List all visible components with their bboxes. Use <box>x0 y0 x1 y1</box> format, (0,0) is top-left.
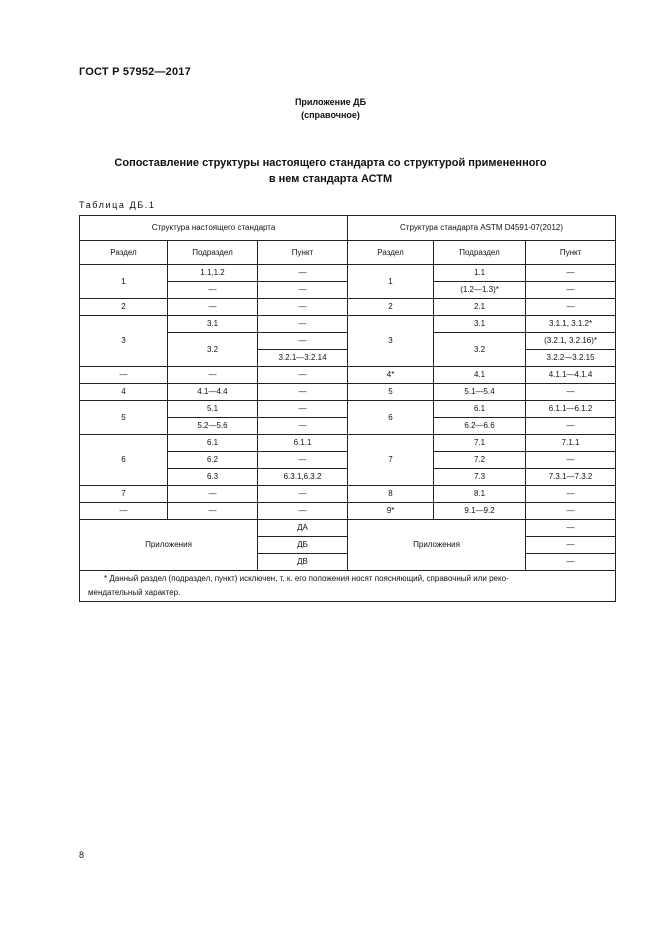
section-heading <box>0 155 661 187</box>
table-cell: 2 <box>80 299 168 316</box>
table-cell: 1 <box>348 265 434 299</box>
table-cell: 7.3 <box>434 469 526 486</box>
table-cell: 9* <box>348 503 434 520</box>
table-cell: — <box>258 418 348 435</box>
column-header: Раздел <box>348 241 434 265</box>
table-footnote <box>80 571 616 602</box>
table-cell: 3.2.2—3.2.15 <box>526 350 616 367</box>
table-cell: — <box>168 299 258 316</box>
page-number: 8 <box>79 850 85 860</box>
table-cell: — <box>526 265 616 282</box>
table-cell: — <box>258 384 348 401</box>
table-row <box>80 367 616 384</box>
appendix-title: Приложение ДБ <box>294 97 367 107</box>
table-cell: 7.1.1 <box>526 435 616 452</box>
table-cell: — <box>80 503 168 520</box>
table-cell: — <box>526 486 616 503</box>
table-row <box>80 384 616 401</box>
column-header: Пункт <box>526 241 616 265</box>
table-cell: 6 <box>348 401 434 435</box>
table-cell: — <box>526 520 616 537</box>
table-column-header-row <box>80 241 616 265</box>
table-cell: — <box>258 401 348 418</box>
comparison-table-container <box>79 215 615 602</box>
table-cell: 6.1 <box>434 401 526 418</box>
table-cell: — <box>258 333 348 350</box>
table-row <box>80 316 616 333</box>
table-cell: — <box>526 282 616 299</box>
table-cell: 6.1.1—6.1.2 <box>526 401 616 418</box>
table-cell: 2 <box>348 299 434 316</box>
table-cell: ДА <box>258 520 348 537</box>
column-header: Подраздел <box>168 241 258 265</box>
table-cell: (1.2—1.3)* <box>434 282 526 299</box>
section-heading-line2: в нем стандарта АСТМ <box>268 173 393 185</box>
column-header: Раздел <box>80 241 168 265</box>
table-cell: 5.1—5.4 <box>434 384 526 401</box>
table-cell: 8 <box>348 486 434 503</box>
table-cell: 5.2—5.6 <box>168 418 258 435</box>
column-header: Подраздел <box>434 241 526 265</box>
table-cell: 9.1—9.2 <box>434 503 526 520</box>
appendices-label-left: Приложения <box>80 520 258 571</box>
table-cell: 3.1 <box>168 316 258 333</box>
table-row <box>80 486 616 503</box>
table-cell: — <box>258 299 348 316</box>
table-footnote-row <box>80 571 616 602</box>
table-cell: 1.1 <box>434 265 526 282</box>
table-cell: 8.1 <box>434 486 526 503</box>
table-cell: 6.3.1,6.3.2 <box>258 469 348 486</box>
group-header-right: Структура стандарта ASTM D4591-07(2012) <box>348 216 616 241</box>
table-row <box>80 299 616 316</box>
table-cell: — <box>526 418 616 435</box>
appendix-heading <box>0 96 661 122</box>
table-cell: — <box>258 282 348 299</box>
appendices-label-right: Приложения <box>348 520 526 571</box>
table-cell: — <box>526 554 616 571</box>
appendix-subtitle: (справочное) <box>301 110 360 120</box>
table-cell: 3.2 <box>434 333 526 367</box>
table-cell: 3.2.1—3.2.14 <box>258 350 348 367</box>
table-cell: 6 <box>80 435 168 486</box>
footnote-line2: мендательный характер. <box>88 588 181 597</box>
table-cell: 3.1.1, 3.1.2* <box>526 316 616 333</box>
table-cell: — <box>258 452 348 469</box>
table-cell: 7 <box>348 435 434 486</box>
table-cell: — <box>258 503 348 520</box>
table-cell: — <box>526 299 616 316</box>
table-cell: — <box>526 537 616 554</box>
table-cell: 4 <box>80 384 168 401</box>
table-cell: 4.1 <box>434 367 526 384</box>
table-cell: — <box>258 486 348 503</box>
table-cell: 7.2 <box>434 452 526 469</box>
table-cell: 5 <box>80 401 168 435</box>
table-cell: 7.1 <box>434 435 526 452</box>
table-cell: 4.1—4.4 <box>168 384 258 401</box>
table-cell: 6.1 <box>168 435 258 452</box>
comparison-table <box>79 215 616 602</box>
table-cell: — <box>80 367 168 384</box>
table-cell: 3.1 <box>434 316 526 333</box>
table-cell: — <box>258 367 348 384</box>
table-cell: — <box>258 265 348 282</box>
table-cell: 2.1 <box>434 299 526 316</box>
table-row <box>80 435 616 452</box>
table-cell: — <box>526 452 616 469</box>
table-cell: — <box>168 503 258 520</box>
table-cell: 1 <box>80 265 168 299</box>
table-cell: — <box>168 367 258 384</box>
table-cell: 5 <box>348 384 434 401</box>
table-cell: 3.2 <box>168 333 258 367</box>
table-cell: — <box>258 316 348 333</box>
table-row <box>80 503 616 520</box>
footnote-line1: * Данный раздел (подраздел, пункт) исключен, т. к. его положения носят поясняющий, справочный или реко- <box>104 574 509 583</box>
table-cell: 3 <box>80 316 168 367</box>
section-heading-line1: Сопоставление структуры настоящего стандарта со структурой примененного <box>114 157 547 169</box>
table-cell: 6.2—6.6 <box>434 418 526 435</box>
table-cell: — <box>168 486 258 503</box>
table-cell: 4* <box>348 367 434 384</box>
table-row <box>80 401 616 418</box>
table-cell: 7 <box>80 486 168 503</box>
table-row-appendix <box>80 520 616 537</box>
table-cell: (3.2.1, 3.2.16)* <box>526 333 616 350</box>
table-cell: — <box>526 384 616 401</box>
table-cell: 6.3 <box>168 469 258 486</box>
table-group-header-row <box>80 216 616 241</box>
table-cell: 7.3.1—7.3.2 <box>526 469 616 486</box>
table-cell: — <box>168 282 258 299</box>
column-header: Пункт <box>258 241 348 265</box>
table-cell: 6.2 <box>168 452 258 469</box>
table-caption: Таблица ДБ.1 <box>79 200 156 210</box>
table-cell: ДВ <box>258 554 348 571</box>
group-header-left: Структура настоящего стандарта <box>80 216 348 241</box>
table-cell: 6.1.1 <box>258 435 348 452</box>
table-cell: ДБ <box>258 537 348 554</box>
table-cell: 3 <box>348 316 434 367</box>
table-cell: 4.1.1—4.1.4 <box>526 367 616 384</box>
table-cell: 5.1 <box>168 401 258 418</box>
document-code: ГОСТ Р 57952—2017 <box>79 66 191 78</box>
table-cell: — <box>526 503 616 520</box>
table-cell: 1.1,1.2 <box>168 265 258 282</box>
table-row <box>80 265 616 282</box>
